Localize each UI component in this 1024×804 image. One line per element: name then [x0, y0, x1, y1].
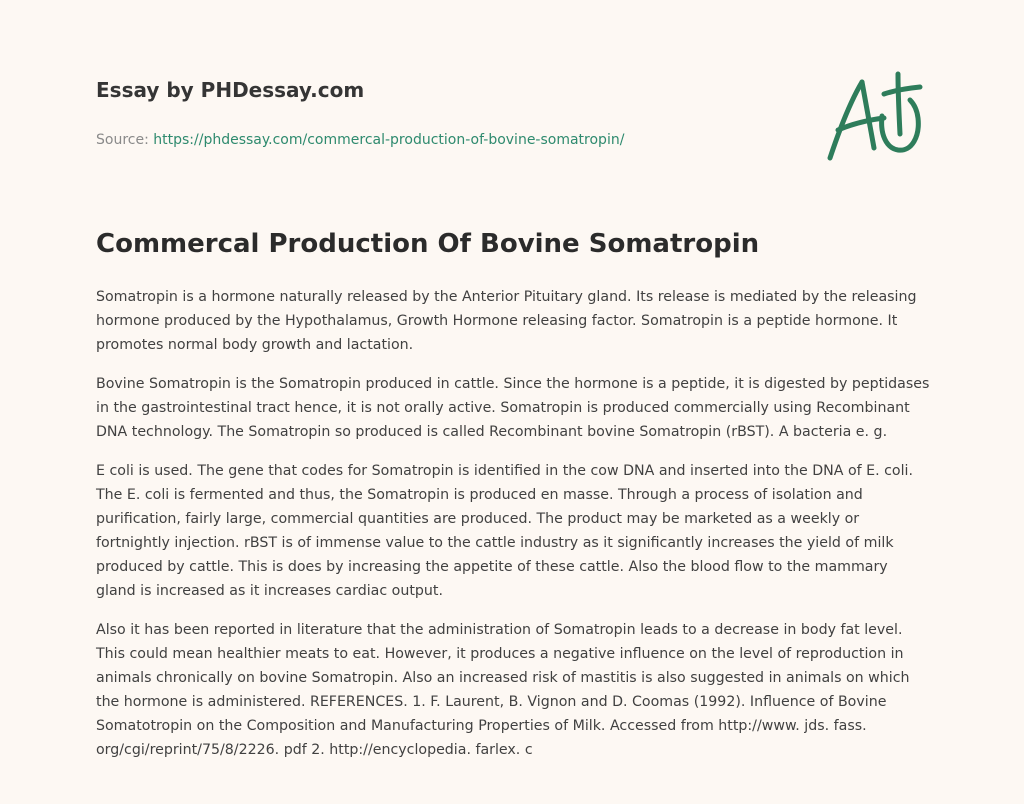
site-brand: Essay by PHDessay.com [96, 78, 365, 102]
paragraph: Somatropin is a hormone naturally released by the Anterior Pituitary gland. Its release is mediated by the releasing hormone produced by the Hypothalamus, Growth Hormone releasing factor. Somatropin is a peptide hormone. It promotes normal body growth and lactation. [96, 289, 917, 353]
article-body [96, 285, 931, 777]
paragraph: Bovine Somatropin is the Somatropin produced in cattle. Since the hormone is a peptide, it is digested by peptidases in the gastrointestinal tract hence, it is not orally active. Somatropin is produced commercially using Recombinant DNA technology. The Somatropin so produced is called Recombinant bovine Somatropin (rBST). A bacteria e. g. [96, 376, 930, 440]
paragraph: Also it has been reported in literature that the administration of Somatropin leads to a decrease in body fat level. This could mean healthier meats to eat. However, it produces a negative influence on the level of reproduction in animals chronically on bovine Somatropin. Also an increased risk of mastitis is also suggested in animals on which the hormone is administered. REFERENCES. 1. F. Laurent, B. Vignon and D. Coomas (1992). Influence of Bovine Somatotropin on the Composition and Manufacturing Properties of Milk. Accessed from http://www. jds. fass. org/cgi/reprint/75/8/2226. pdf 2. http://encyclopedia. farlex. c [96, 622, 910, 758]
source-label: Source: [96, 132, 154, 148]
paragraph: E coli is used. The gene that codes for Somatropin is identified in the cow DNA and inserted into the DNA of E. coli. The E. coli is fermented and thus, the Somatropin is produced en masse. Through a process of isolation and purification, fairly large, commercial quantities are produced. The product may be marketed as a weekly or fortnightly injection. rBST is of immense value to the cattle industry as it significantly increases the yield of milk produced by cattle. This is does by increasing the appetite of these cattle. Also the blood flow to the mammary gland is increased as it increases cardiac output. [96, 463, 914, 599]
a-plus-logo-icon [822, 68, 926, 164]
a-plus-logo-graphic [822, 68, 926, 164]
page-header [96, 76, 796, 149]
article-title: Commercal Production Of Bovine Somatropin [96, 229, 760, 259]
source-link[interactable]: https://phdessay.com/commercal-production-of-bovine-somatropin/ [153, 132, 625, 148]
source-line [96, 131, 796, 149]
